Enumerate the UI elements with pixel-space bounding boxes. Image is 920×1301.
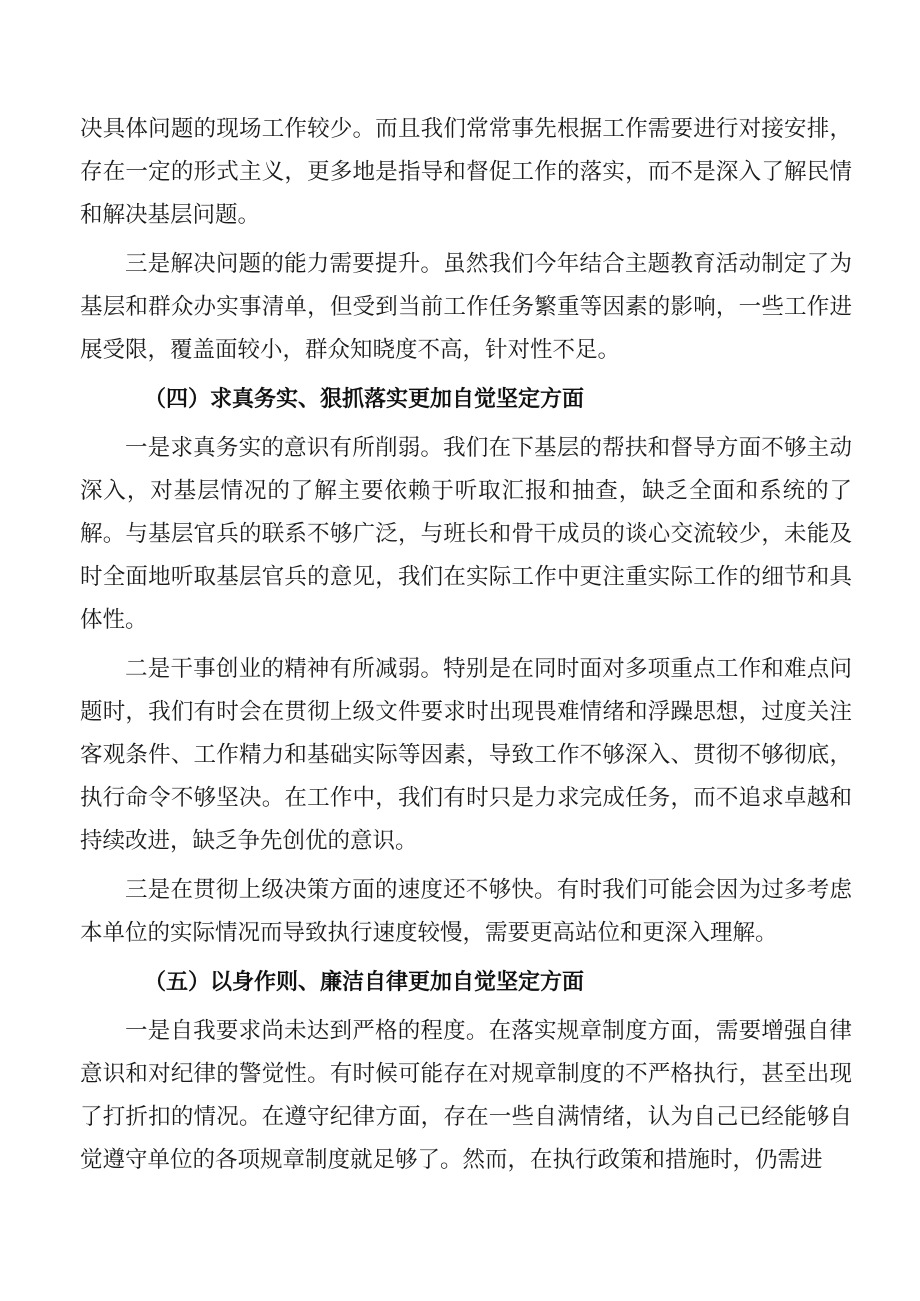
paragraph-continued: 决具体问题的现场工作较少。而且我们常常事先根据工作需要进行对接安排，存在一定的形式主义，更多地是指导和督促工作的落实，而不是深入了解民情和解决基层问题。 [80, 116, 852, 228]
paragraph: 一是求真务实的意识有所削弱。我们在下基层的帮扶和督导方面不够主动深入，对基层情况的了解主要依赖于听取汇报和抽查，缺乏全面和系统的了解。与基层官兵的联系不够广泛，与班长和骨干成员的谈心交流较少，未能及时全面地听取基层官兵的意见，我们在实际工作中更注重实际工作的细节和具体性。 [80, 435, 852, 633]
section-heading-4: （四）求真务实、狠抓落实更加自觉坚定方面 [144, 387, 585, 412]
paragraph: 三是解决问题的能力需要提升。虽然我们今年结合主题教育活动制定了为基层和群众办实事清单，但受到当前工作任务繁重等因素的影响，一些工作进展受限，覆盖面较小，群众知晓度不高，针对性不足。 [80, 251, 852, 363]
section-heading-5: （五）以身作则、廉洁自律更加自觉坚定方面 [144, 970, 585, 995]
paragraph: 一是自我要求尚未达到严格的程度。在落实规章制度方面，需要增强自律意识和对纪律的警觉性。有时候可能存在对规章制度的不严格执行，甚至出现了打折扣的情况。在遵守纪律方面，存在一些自满情绪，认为自己已经能够自觉遵守单位的各项规章制度就足够了。然而，在执行政策和措施时，仍需进 [80, 1018, 852, 1173]
document-body [80, 108, 852, 1188]
paragraph: 三是在贯彻上级决策方面的速度还不够快。有时我们可能会因为过多考虑本单位的实际情况而导致执行速度较慢，需要更高站位和更深入理解。 [80, 877, 852, 946]
paragraph: 二是干事创业的精神有所减弱。特别是在同时面对多项重点工作和难点问题时，我们有时会在贯彻上级文件要求时出现畏难情绪和浮躁思想，过度关注客观条件、工作精力和基础实际等因素，导致工作不够深入、贯彻不够彻底，执行命令不够坚决。在工作中，我们有时只是力求完成任务，而不追求卓越和持续改进，缺乏争先创优的意识。 [80, 656, 852, 854]
